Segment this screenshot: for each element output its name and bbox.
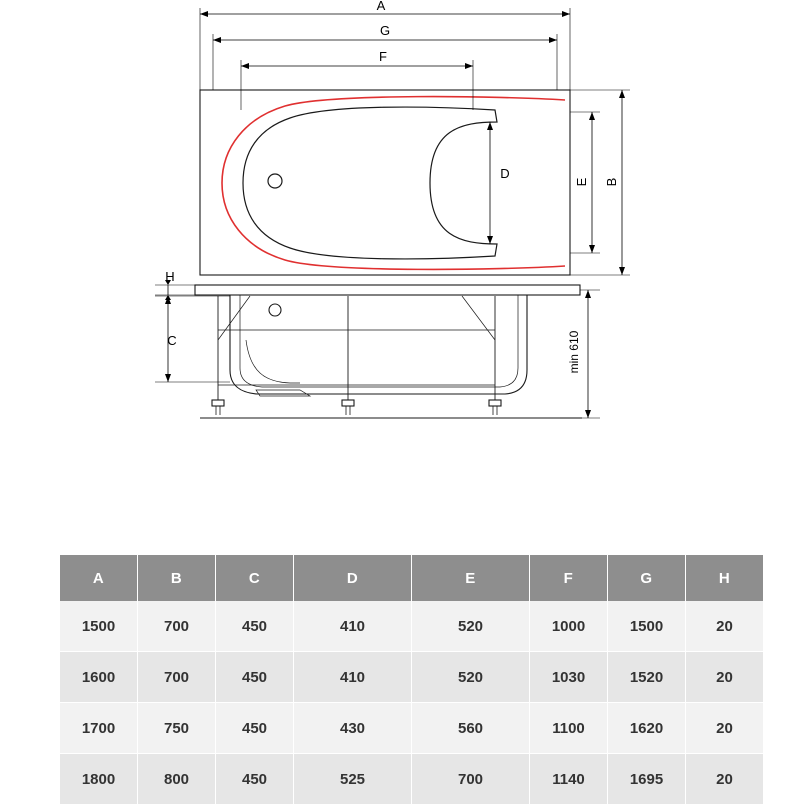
drain-plan: [268, 174, 282, 188]
tub-plan-outline: [200, 90, 570, 275]
cell-C: 450: [216, 754, 294, 805]
cell-C: 450: [216, 652, 294, 703]
column-header-D: D: [294, 555, 412, 601]
cell-F: 1140: [530, 754, 608, 805]
dimension-label-E: E: [574, 177, 589, 187]
cell-D: 525: [294, 754, 412, 805]
cell-F: 1030: [530, 652, 608, 703]
dimension-label-D: D: [500, 166, 510, 181]
dimension-label-A: A: [376, 0, 386, 13]
table-row: [60, 601, 763, 652]
cell-C: 450: [216, 601, 294, 652]
cell-D: 430: [294, 703, 412, 754]
column-header-E: E: [412, 555, 530, 601]
cell-G: 1695: [608, 754, 686, 805]
dimension-label-B: B: [604, 177, 619, 187]
dimension-label-G: G: [379, 23, 391, 38]
cell-A: 1700: [60, 703, 138, 754]
cell-H: 20: [686, 703, 764, 754]
cell-E: 520: [412, 601, 530, 652]
cell-E: 700: [412, 754, 530, 805]
dimension-label-C: C: [167, 333, 177, 348]
dimension-label-H: H: [165, 269, 175, 284]
cell-E: 560: [412, 703, 530, 754]
tub-rim-front: [195, 285, 580, 295]
dimensions-table-container: [60, 555, 740, 805]
cell-D: 410: [294, 601, 412, 652]
table-row: [60, 754, 763, 805]
dimension-label-F: F: [379, 49, 387, 64]
cell-G: 1520: [608, 652, 686, 703]
cell-E: 520: [412, 652, 530, 703]
cell-B: 700: [138, 652, 216, 703]
cell-B: 700: [138, 601, 216, 652]
cell-B: 800: [138, 754, 216, 805]
cell-D: 410: [294, 652, 412, 703]
cell-B: 750: [138, 703, 216, 754]
column-header-C: C: [216, 555, 294, 601]
drain-front: [269, 304, 281, 316]
column-header-H: H: [686, 555, 764, 601]
cell-F: 1100: [530, 703, 608, 754]
cell-A: 1600: [60, 652, 138, 703]
cell-A: 1500: [60, 601, 138, 652]
cell-H: 20: [686, 754, 764, 805]
column-header-A: A: [60, 555, 138, 601]
table-header-row: [60, 555, 763, 601]
cell-G: 1620: [608, 703, 686, 754]
column-header-F: F: [530, 555, 608, 601]
cell-F: 1000: [530, 601, 608, 652]
table-row: [60, 652, 763, 703]
cell-H: 20: [686, 601, 764, 652]
dimensions-table: [60, 555, 763, 805]
cell-G: 1500: [608, 601, 686, 652]
cell-A: 1800: [60, 754, 138, 805]
min-height-note: min 610: [567, 330, 581, 374]
cell-C: 450: [216, 703, 294, 754]
table-row: [60, 703, 763, 754]
cell-H: 20: [686, 652, 764, 703]
column-header-G: G: [608, 555, 686, 601]
column-header-B: B: [138, 555, 216, 601]
rim-highlight: [222, 97, 565, 270]
